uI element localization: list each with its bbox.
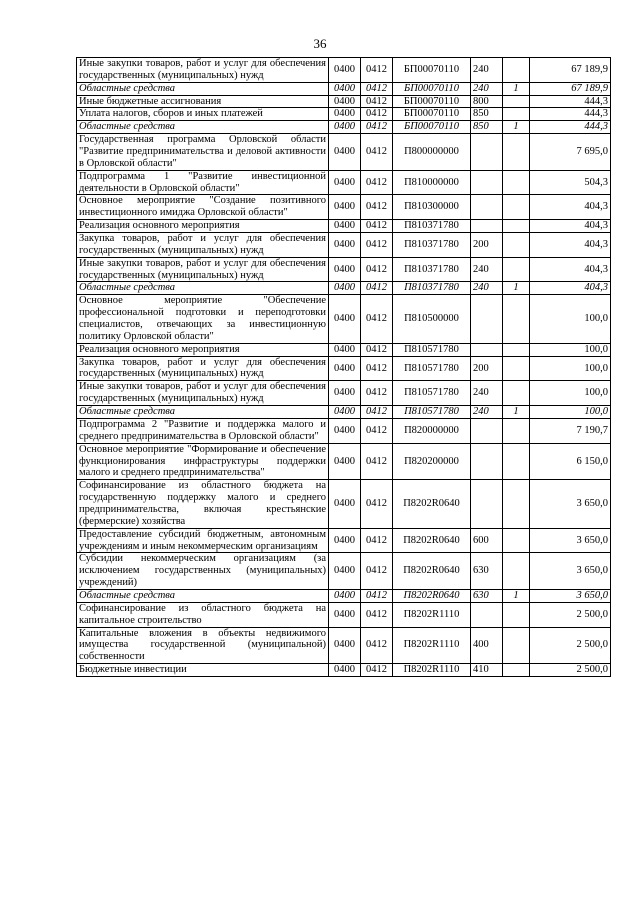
- row-subsection: 0412: [361, 82, 393, 95]
- row-amount: 404,3: [530, 282, 611, 295]
- row-name: Областные средства: [77, 406, 329, 419]
- row-source: [503, 343, 530, 356]
- row-amount: 100,0: [530, 406, 611, 419]
- row-target-code: П820000000: [393, 418, 471, 443]
- row-section: 0400: [329, 553, 361, 590]
- table-row: [77, 589, 611, 602]
- row-expense-type: 200: [471, 233, 503, 258]
- row-amount: 2 500,0: [530, 602, 611, 627]
- row-expense-type: 240: [471, 282, 503, 295]
- table-row: [77, 418, 611, 443]
- row-name: Предоставление субсидий бюджетным, автономным учреждениям и иным некоммерческим организациям: [77, 528, 329, 553]
- row-target-code: БП00070110: [393, 121, 471, 134]
- row-expense-type: 240: [471, 406, 503, 419]
- row-expense-type: 630: [471, 589, 503, 602]
- row-source: [503, 233, 530, 258]
- row-target-code: П810300000: [393, 195, 471, 220]
- table-row: [77, 664, 611, 677]
- row-subsection: 0412: [361, 233, 393, 258]
- row-source: [503, 480, 530, 528]
- row-name: Государственная программа Орловской области "Развитие предпринимательства и деловой активности в Орловской области": [77, 134, 329, 171]
- row-name: Иные закупки товаров, работ и услуг для обеспечения государственных (муниципальных) нужд: [77, 257, 329, 282]
- row-amount: 404,3: [530, 220, 611, 233]
- row-subsection: 0412: [361, 220, 393, 233]
- row-name: Иные бюджетные ассигнования: [77, 95, 329, 108]
- row-section: 0400: [329, 257, 361, 282]
- row-target-code: П8202R1110: [393, 602, 471, 627]
- row-target-code: П810571780: [393, 406, 471, 419]
- row-source: [503, 528, 530, 553]
- row-amount: 7 190,7: [530, 418, 611, 443]
- row-amount: 444,3: [530, 95, 611, 108]
- row-expense-type: [471, 480, 503, 528]
- row-amount: 444,3: [530, 108, 611, 121]
- row-target-code: БП00070110: [393, 108, 471, 121]
- row-expense-type: 630: [471, 553, 503, 590]
- row-subsection: 0412: [361, 195, 393, 220]
- row-source: [503, 664, 530, 677]
- row-source: [503, 553, 530, 590]
- row-subsection: 0412: [361, 134, 393, 171]
- row-section: 0400: [329, 528, 361, 553]
- row-subsection: 0412: [361, 664, 393, 677]
- row-source: 1: [503, 82, 530, 95]
- row-expense-type: 240: [471, 381, 503, 406]
- row-source: [503, 58, 530, 83]
- row-name: Областные средства: [77, 121, 329, 134]
- table-row: [77, 480, 611, 528]
- row-target-code: П810371780: [393, 257, 471, 282]
- row-name: Субсидии некоммерческим организациям (за исключением государственных (муниципальных) учреждений): [77, 553, 329, 590]
- row-subsection: 0412: [361, 170, 393, 195]
- row-subsection: 0412: [361, 480, 393, 528]
- row-amount: 67 189,9: [530, 58, 611, 83]
- row-name: Капитальные вложения в объекты недвижимого имущества государственной (муниципальной) собственности: [77, 627, 329, 664]
- row-amount: 7 695,0: [530, 134, 611, 171]
- row-expense-type: [471, 602, 503, 627]
- row-subsection: 0412: [361, 95, 393, 108]
- row-amount: 3 650,0: [530, 553, 611, 590]
- row-target-code: П8202R0640: [393, 589, 471, 602]
- row-name: Областные средства: [77, 282, 329, 295]
- row-name: Реализация основного мероприятия: [77, 343, 329, 356]
- row-source: [503, 195, 530, 220]
- row-expense-type: 410: [471, 664, 503, 677]
- row-section: 0400: [329, 406, 361, 419]
- row-expense-type: [471, 170, 503, 195]
- row-name: Основное мероприятие "Формирование и обеспечение функционирования инфраструктуры поддержки малого и среднего предпринимательства": [77, 443, 329, 480]
- row-amount: 2 500,0: [530, 627, 611, 664]
- row-name: Уплата налогов, сборов и иных платежей: [77, 108, 329, 121]
- row-source: 1: [503, 121, 530, 134]
- row-section: 0400: [329, 121, 361, 134]
- row-source: [503, 356, 530, 381]
- row-source: [503, 95, 530, 108]
- table-row: [77, 121, 611, 134]
- row-section: 0400: [329, 82, 361, 95]
- row-section: 0400: [329, 170, 361, 195]
- row-target-code: П820200000: [393, 443, 471, 480]
- row-subsection: 0412: [361, 528, 393, 553]
- table-row: [77, 170, 611, 195]
- row-expense-type: [471, 134, 503, 171]
- row-target-code: П800000000: [393, 134, 471, 171]
- row-source: [503, 418, 530, 443]
- row-subsection: 0412: [361, 589, 393, 602]
- row-expense-type: 600: [471, 528, 503, 553]
- row-name: Основное мероприятие "Обеспечение профессиональной подготовки и переподготовки специалистов, отвечающих за инвестиционную политику Орловской области": [77, 295, 329, 343]
- row-name: Софинансирование из областного бюджета на капитальное строительство: [77, 602, 329, 627]
- row-name: Областные средства: [77, 82, 329, 95]
- table-row: [77, 343, 611, 356]
- row-subsection: 0412: [361, 627, 393, 664]
- budget-table: [76, 57, 611, 677]
- row-expense-type: [471, 443, 503, 480]
- table-row: [77, 553, 611, 590]
- row-amount: 100,0: [530, 381, 611, 406]
- table-row: [77, 282, 611, 295]
- row-section: 0400: [329, 220, 361, 233]
- row-name: Софинансирование из областного бюджета на государственную поддержку малого и среднего предпринимательства, включая крестьянские (фермерские) хозяйства: [77, 480, 329, 528]
- row-amount: 404,3: [530, 257, 611, 282]
- row-target-code: П810571780: [393, 356, 471, 381]
- row-target-code: П8202R0640: [393, 480, 471, 528]
- row-target-code: БП00070110: [393, 82, 471, 95]
- row-target-code: П810371780: [393, 220, 471, 233]
- row-subsection: 0412: [361, 381, 393, 406]
- row-section: 0400: [329, 58, 361, 83]
- row-name: Областные средства: [77, 589, 329, 602]
- row-source: 1: [503, 282, 530, 295]
- row-subsection: 0412: [361, 58, 393, 83]
- page-number: 36: [313, 36, 327, 51]
- row-expense-type: 800: [471, 95, 503, 108]
- row-target-code: П810571780: [393, 343, 471, 356]
- row-section: 0400: [329, 664, 361, 677]
- row-amount: 3 650,0: [530, 480, 611, 528]
- row-expense-type: [471, 295, 503, 343]
- table-row: [77, 95, 611, 108]
- table-row: [77, 195, 611, 220]
- row-target-code: П8202R0640: [393, 528, 471, 553]
- row-subsection: 0412: [361, 257, 393, 282]
- row-amount: 444,3: [530, 121, 611, 134]
- table-row: [77, 82, 611, 95]
- row-section: 0400: [329, 443, 361, 480]
- row-source: [503, 108, 530, 121]
- row-amount: 404,3: [530, 195, 611, 220]
- row-section: 0400: [329, 108, 361, 121]
- row-target-code: П8202R1110: [393, 664, 471, 677]
- table-row: [77, 406, 611, 419]
- row-source: [503, 627, 530, 664]
- row-expense-type: 850: [471, 108, 503, 121]
- row-target-code: П810371780: [393, 282, 471, 295]
- row-name: Реализация основного мероприятия: [77, 220, 329, 233]
- row-expense-type: 400: [471, 627, 503, 664]
- row-name: Закупка товаров, работ и услуг для обеспечения государственных (муниципальных) нужд: [77, 233, 329, 258]
- row-amount: 404,3: [530, 233, 611, 258]
- row-expense-type: 850: [471, 121, 503, 134]
- row-source: 1: [503, 406, 530, 419]
- row-section: 0400: [329, 295, 361, 343]
- table-row: [77, 233, 611, 258]
- table-row: [77, 602, 611, 627]
- row-target-code: П810371780: [393, 233, 471, 258]
- row-name: Основное мероприятие "Создание позитивного инвестиционного имиджа Орловской области": [77, 195, 329, 220]
- row-amount: 504,3: [530, 170, 611, 195]
- row-source: [503, 381, 530, 406]
- row-amount: 3 650,0: [530, 589, 611, 602]
- row-source: [503, 602, 530, 627]
- row-section: 0400: [329, 95, 361, 108]
- row-subsection: 0412: [361, 121, 393, 134]
- row-section: 0400: [329, 134, 361, 171]
- row-subsection: 0412: [361, 356, 393, 381]
- row-section: 0400: [329, 282, 361, 295]
- row-expense-type: 240: [471, 257, 503, 282]
- row-name: Подпрограмма 2 "Развитие и поддержка малого и среднего предпринимательства в Орловской области": [77, 418, 329, 443]
- row-subsection: 0412: [361, 108, 393, 121]
- table-row: [77, 356, 611, 381]
- row-section: 0400: [329, 381, 361, 406]
- row-section: 0400: [329, 589, 361, 602]
- row-source: [503, 134, 530, 171]
- row-name: Бюджетные инвестиции: [77, 664, 329, 677]
- row-section: 0400: [329, 343, 361, 356]
- table-row: [77, 220, 611, 233]
- row-name: Закупка товаров, работ и услуг для обеспечения государственных (муниципальных) нужд: [77, 356, 329, 381]
- row-source: [503, 295, 530, 343]
- table-row: [77, 108, 611, 121]
- row-name: Подпрограмма 1 "Развитие инвестиционной деятельности в Орловской области": [77, 170, 329, 195]
- row-target-code: П8202R0640: [393, 553, 471, 590]
- table-row: [77, 381, 611, 406]
- row-subsection: 0412: [361, 282, 393, 295]
- row-source: 1: [503, 589, 530, 602]
- row-expense-type: [471, 418, 503, 443]
- row-expense-type: [471, 343, 503, 356]
- row-amount: 100,0: [530, 295, 611, 343]
- row-source: [503, 257, 530, 282]
- table-row: [77, 134, 611, 171]
- row-subsection: 0412: [361, 443, 393, 480]
- table-row: [77, 58, 611, 83]
- table-row: [77, 443, 611, 480]
- row-subsection: 0412: [361, 553, 393, 590]
- row-subsection: 0412: [361, 343, 393, 356]
- row-subsection: 0412: [361, 295, 393, 343]
- row-amount: 67 189,9: [530, 82, 611, 95]
- table-row: [77, 295, 611, 343]
- row-amount: 100,0: [530, 356, 611, 381]
- table-row: [77, 257, 611, 282]
- row-name: Иные закупки товаров, работ и услуг для обеспечения государственных (муниципальных) нужд: [77, 381, 329, 406]
- row-section: 0400: [329, 233, 361, 258]
- row-amount: 100,0: [530, 343, 611, 356]
- row-expense-type: 200: [471, 356, 503, 381]
- budget-table-body: [77, 58, 611, 677]
- row-amount: 3 650,0: [530, 528, 611, 553]
- row-expense-type: [471, 220, 503, 233]
- row-section: 0400: [329, 602, 361, 627]
- row-target-code: П810500000: [393, 295, 471, 343]
- row-amount: 6 150,0: [530, 443, 611, 480]
- row-target-code: БП00070110: [393, 58, 471, 83]
- row-subsection: 0412: [361, 406, 393, 419]
- row-section: 0400: [329, 480, 361, 528]
- row-name: Иные закупки товаров, работ и услуг для обеспечения государственных (муниципальных) нужд: [77, 58, 329, 83]
- row-target-code: П810571780: [393, 381, 471, 406]
- row-amount: 2 500,0: [530, 664, 611, 677]
- row-subsection: 0412: [361, 602, 393, 627]
- row-target-code: П8202R1110: [393, 627, 471, 664]
- row-expense-type: 240: [471, 58, 503, 83]
- row-target-code: БП00070110: [393, 95, 471, 108]
- row-section: 0400: [329, 356, 361, 381]
- row-section: 0400: [329, 418, 361, 443]
- row-target-code: П810000000: [393, 170, 471, 195]
- row-expense-type: 240: [471, 82, 503, 95]
- row-section: 0400: [329, 195, 361, 220]
- row-expense-type: [471, 195, 503, 220]
- row-subsection: 0412: [361, 418, 393, 443]
- table-row: [77, 627, 611, 664]
- row-source: [503, 220, 530, 233]
- row-source: [503, 170, 530, 195]
- table-row: [77, 528, 611, 553]
- row-source: [503, 443, 530, 480]
- row-section: 0400: [329, 627, 361, 664]
